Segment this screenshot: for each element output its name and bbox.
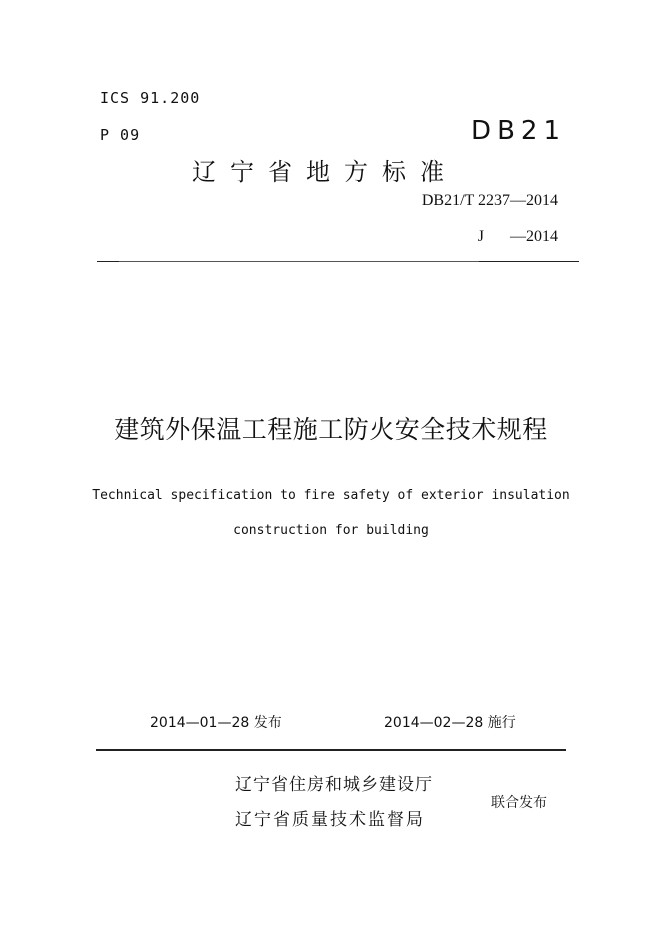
ics-code: ICS 91.200 [100, 89, 201, 107]
standard-type: 辽宁省地方标准 [192, 158, 458, 186]
implement-date: 2014—02—28 施行 [384, 715, 516, 731]
joint-issue-label: 联合发布 [491, 795, 547, 811]
classification-code: P 09 [100, 126, 141, 144]
title-english-line1: Technical specification to fire safety of exterior insulation [92, 488, 570, 503]
title-english-line2: construction for building [233, 523, 429, 538]
issuer-org-1: 辽宁省住房和城乡建设厅 [235, 775, 433, 795]
issuer-org-2: 辽宁省质量技术监督局 [235, 810, 425, 830]
footer-divider [96, 749, 566, 751]
issue-date: 2014—01—28 发布 [150, 715, 282, 731]
header-divider-left [97, 261, 119, 262]
record-suffix: —2014 [510, 228, 558, 245]
standard-number: DB21/T 2237—2014 [421, 192, 558, 209]
header-divider [119, 261, 479, 262]
db-mark: DB21 [471, 116, 566, 146]
record-prefix: J [477, 228, 484, 245]
title-chinese: 建筑外保温工程施工防火安全技术规程 [114, 415, 548, 444]
record-number [478, 228, 558, 246]
header-divider-right [479, 261, 579, 262]
